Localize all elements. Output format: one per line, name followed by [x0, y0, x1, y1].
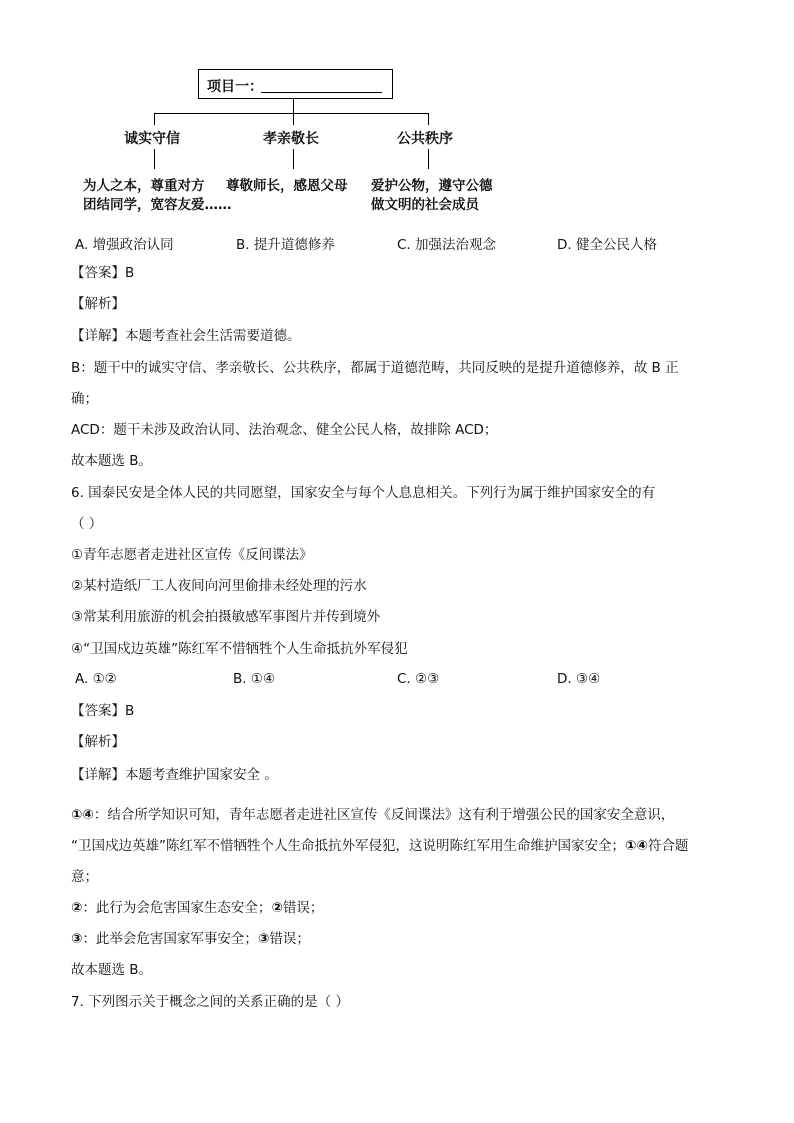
node-filial: 孝亲敬长 [263, 131, 319, 147]
q6-explanation: 意； [71, 869, 98, 885]
project-box [198, 69, 393, 99]
q6-detail: 【详解】本题考查维护国家安全 。 [71, 767, 278, 783]
q6-explanation: “卫国戍边英雄”陈红军不惜牺牲个人生命抵抗外军侵犯，这说明陈红军用生命维护国家安全；①④符合题 [71, 838, 689, 854]
option-c: C. ②③ [397, 671, 440, 687]
q6-explanation: ③：此举会危害国家军事安全；③错误； [71, 931, 310, 947]
q5-answer: 【答案】B [71, 265, 135, 281]
connector-line [293, 113, 294, 125]
q6-explanation: ①④：结合所学知识可知，青年志愿者走进社区宣传《反间谍法》这有利于增强公民的国家安全意识， [71, 807, 675, 823]
connector-line [154, 149, 155, 169]
detail-text: 尊敬师长，感恩父母 [226, 178, 348, 194]
item-tag: ①④ [625, 838, 648, 854]
item-tag: ③ [257, 931, 270, 947]
q5-explanation: B：题干中的诚实守信、孝亲敬长、公共秩序，都属于道德范畴，共同反映的是提升道德修养，故 B 正 [71, 360, 679, 376]
q5-explanation: 确； [71, 391, 98, 407]
detail-text: 做文明的社会成员 [371, 197, 479, 213]
item-tag: ③ [71, 931, 83, 947]
option-c: C. 加强法治观念 [397, 237, 497, 253]
node-honesty: 诚实守信 [124, 131, 180, 147]
detail-text: 爱护公物，遵守公德 [371, 178, 493, 194]
q6-analysis: 【解析】 [71, 734, 125, 750]
connector-line [428, 113, 429, 125]
q6-item: ③常某利用旅游的机会拍摄敏感军事图片并传到境外 [71, 609, 381, 625]
q7-stem: 7. 下列图示关于概念之间的关系正确的是（ ） [71, 994, 349, 1010]
detail-text: 团结同学，宽容友爱…… [83, 197, 232, 213]
node-public-order: 公共秩序 [397, 131, 453, 147]
connector-line [293, 149, 294, 169]
q6-stem-blank: （ ） [71, 516, 103, 532]
connector-line [428, 149, 429, 169]
q6-answer: 【答案】B [71, 703, 135, 719]
item-tag: ② [271, 900, 283, 916]
option-d: D. ③④ [557, 671, 601, 687]
q6-item: ①青年志愿者走进社区宣传《反间谍法》 [71, 547, 313, 563]
q5-conclusion: 故本题选 B。 [71, 453, 153, 469]
q5-analysis: 【解析】 [71, 296, 125, 312]
q6-explanation: ②：此行为会危害国家生态安全；②错误； [71, 900, 324, 916]
q6-stem: 6. 国泰民安是全体人民的共同愿望，国家安全与每个人息息相关。下列行为属于维护国家安全的有 [71, 485, 656, 501]
q5-detail: 【详解】本题考查社会生活需要道德。 [71, 328, 301, 344]
q5-explanation: ACD：题干未涉及政治认同、法治观念、健全公民人格，故排除 ACD； [71, 422, 498, 438]
option-b: B. 提升道德修养 [236, 237, 335, 253]
project-blank-line [261, 92, 382, 93]
connector-line [293, 99, 294, 113]
detail-text: 为人之本，尊重对方 [83, 178, 205, 194]
option-a: A. ①② [75, 671, 117, 687]
item-tag: ② [71, 900, 83, 916]
connector-line [154, 113, 429, 114]
option-d: D. 健全公民人格 [557, 237, 657, 253]
connector-line [154, 113, 155, 125]
q6-item: ④“卫国戍边英雄”陈红军不惜牺牲个人生命抵抗外军侵犯 [71, 641, 408, 657]
project-label: 项目一： [207, 79, 263, 95]
q6-item: ②某村造纸厂工人夜间向河里偷排未经处理的污水 [71, 578, 367, 594]
q6-conclusion: 故本题选 B。 [71, 962, 153, 978]
option-b: B. ①④ [233, 671, 276, 687]
item-tag: ①④ [71, 807, 94, 823]
option-a: A. 增强政治认同 [75, 237, 174, 253]
